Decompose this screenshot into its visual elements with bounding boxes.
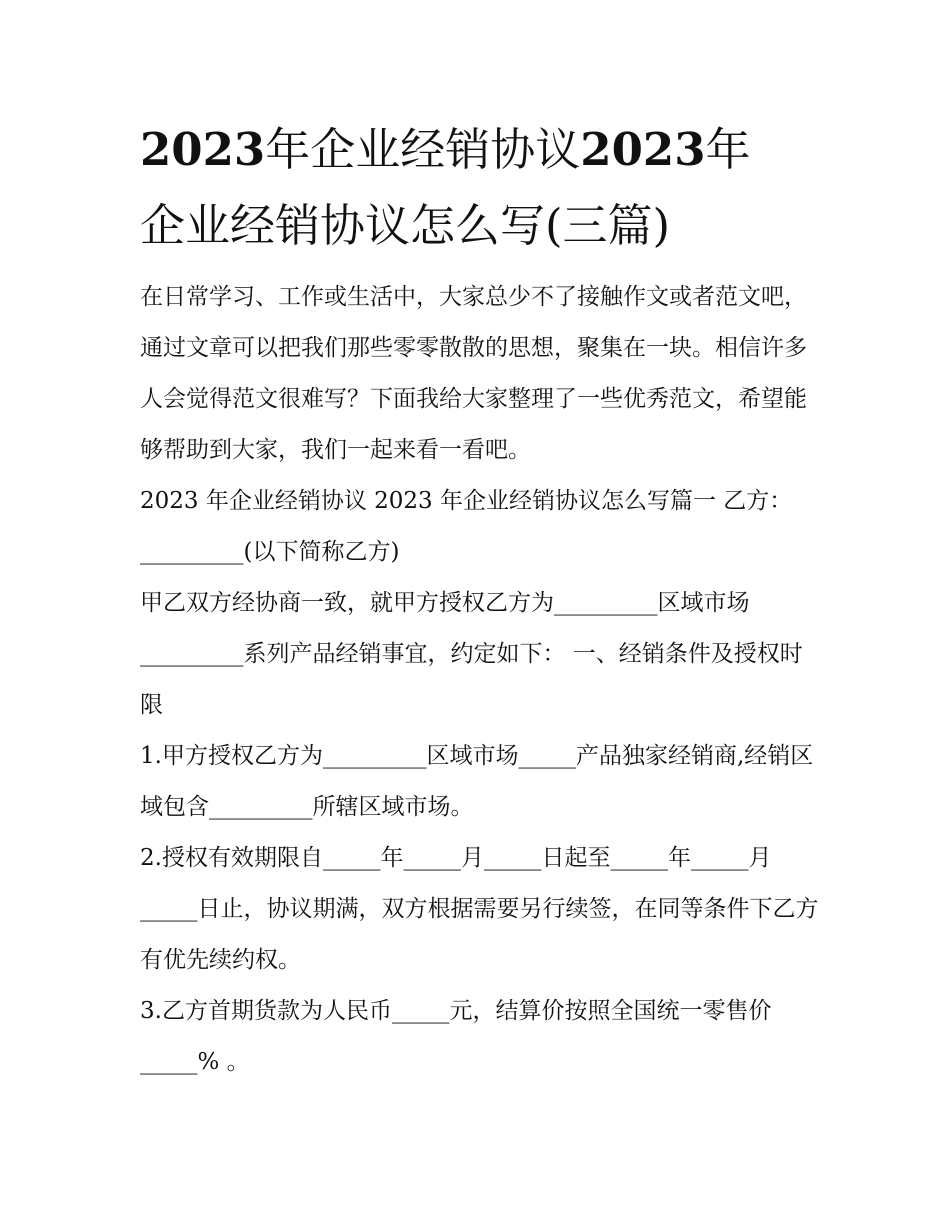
paragraph-clause-2: 2.授权有效期限自_____年_____月_____日起至_____年_____月_____日止，协议期满，双方根据需要另行续签，在同等条件下乙方有优先续约权。 [140,845,819,973]
paragraph-clause-3: 3.乙方首期货款为人民币_____元，结算价按照全国统一零售价_____% 。 [140,998,772,1075]
document-page [140,112,820,1088]
title-year-1: 2023 [140,123,266,176]
document-title [140,112,820,264]
title-line-2: 企业经销协议怎么写(三篇) [140,199,671,252]
title-text-2: 年 [705,123,751,176]
title-text-1: 年企业经销协议 [265,123,581,176]
paragraph-intro: 在日常学习、工作或生活中，大家总少不了接触作文或者范文吧，通过文章可以把我们那些零零散散的思想，聚集在一块。相信许多人会觉得范文很难写？下面我给大家整理了一些优秀范文，希望能够帮助到大家，我们一起来看一看吧。 [140,284,807,463]
paragraph-agreement: 甲乙双方经协商一致，就甲方授权乙方为_________区域市场_________系列产品经销事宜，约定如下： 一、经销条件及授权时限 [140,590,803,718]
title-year-2: 2023 [580,123,706,176]
paragraph-party-b: 2023 年企业经销协议 2023 年企业经销协议怎么写篇一 乙方：_________(以下简称乙方) [140,488,793,565]
paragraph-clause-1: 1.甲方授权乙方为_________区域市场_____产品独家经销商,经销区域包含_________所辖区域市场。 [140,743,814,820]
